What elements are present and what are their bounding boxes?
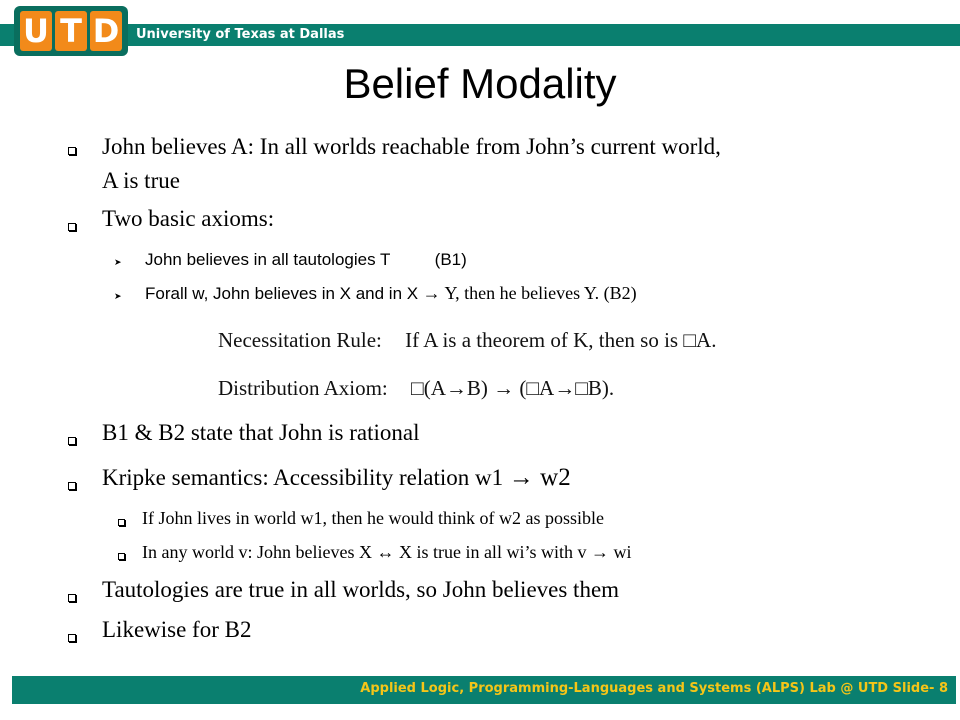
axiom-b2-text: Forall w, John believes in X and in X [145, 284, 419, 303]
necessitation-rule [218, 328, 716, 353]
logo-letter-d: D [90, 11, 122, 51]
footer-text: Applied Logic, Programming-Languages and Systems (ALPS) Lab @ UTD Slide- 8 [360, 681, 948, 696]
bullet-line: John believes A: In all worlds reachable from John’s current world, [102, 134, 721, 159]
square-bullet-icon [118, 553, 125, 560]
bullet-tautologies: Tautologies are true in all worlds, so John believes them [102, 577, 620, 602]
square-bullet-icon [118, 519, 125, 526]
slide-title: Belief Modality [343, 60, 617, 107]
utd-logo [14, 6, 128, 56]
sub-bullet-b1 [145, 250, 467, 270]
bullet-belief-definition [102, 130, 721, 198]
sub-bullet-kripke-2: In any world v: John believes X ↔ X is true in all wi’s with v → wi [142, 542, 632, 562]
square-bullet-icon [68, 223, 76, 231]
sub-bullet-kripke-1: If John lives in world w1, then he would think of w2 as possible [142, 508, 604, 528]
distribution-axiom [218, 376, 614, 401]
necessitation-label: Necessitation Rule: [218, 328, 382, 352]
bullet-rational: B1 & B2 state that John is rational [102, 420, 420, 445]
axiom-rules-figure [218, 324, 858, 408]
axiom-b1-label: (B1) [434, 250, 467, 269]
distribution-text: □(A→B) → (□A→□B). [411, 376, 615, 400]
bullet-likewise: Likewise for B2 [102, 617, 252, 642]
bullet-two-axioms: Two basic axioms: [102, 206, 275, 231]
necessitation-text: If A is a theorem of K, then so is □A. [405, 328, 717, 352]
axiom-b2-tail: → Y, then he believes Y. (B2) [418, 283, 637, 303]
logo-letter-u: U [20, 11, 52, 51]
square-bullet-icon [68, 437, 76, 445]
bullet-line: A is true [102, 168, 180, 193]
bullet-kripke [102, 464, 571, 492]
logo-letter-t: T [55, 11, 87, 51]
kripke-arrow: → w2 [508, 464, 571, 491]
kripke-text: Kripke semantics: Accessibility relation w1 [102, 465, 509, 490]
arrow-bullet-icon: ➤ [114, 258, 122, 268]
square-bullet-icon [68, 594, 76, 602]
square-bullet-icon [68, 482, 76, 490]
sub-bullet-b2 [145, 283, 637, 304]
arrow-bullet-icon: ➤ [114, 292, 122, 302]
square-bullet-icon [68, 634, 76, 642]
axiom-b1-text: John believes in all tautologies T [145, 250, 391, 269]
university-name: University of Texas at Dallas [136, 27, 345, 42]
footer-bar [12, 676, 956, 704]
square-bullet-icon [68, 147, 76, 155]
distribution-label: Distribution Axiom: [218, 376, 388, 400]
